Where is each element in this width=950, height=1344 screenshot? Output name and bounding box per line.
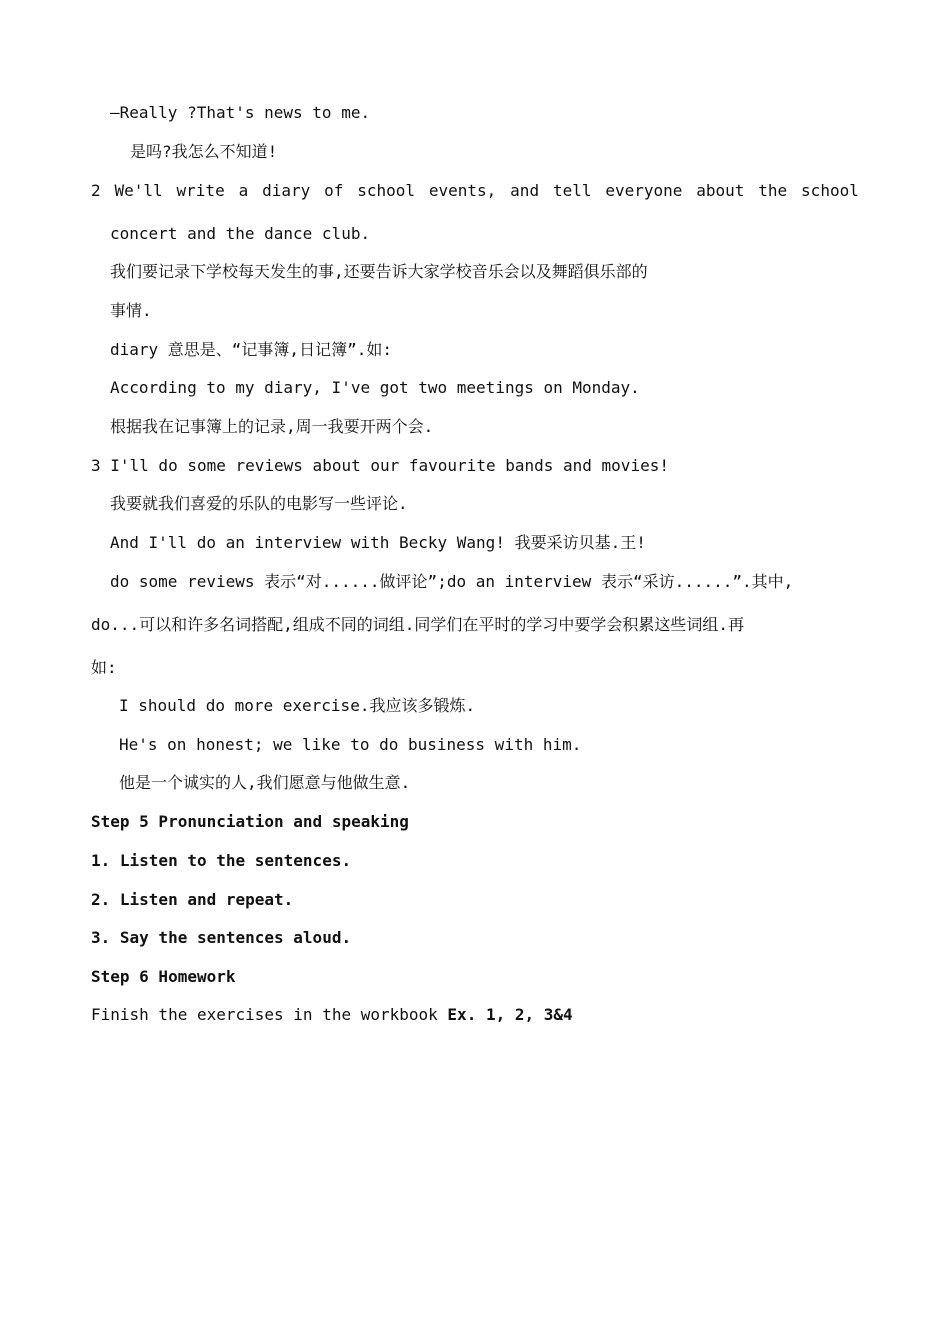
item-2-translation-cont: 事情. [110, 301, 152, 320]
diary-meaning: diary 意思是、“记事簿,日记簿”.如: [110, 340, 392, 359]
item-2-word: We'll [114, 181, 163, 200]
step-5-heading: Step 5 Pronunciation and speaking [91, 812, 409, 831]
item-2-sentence-cont: concert and the dance club. [110, 224, 371, 243]
do-phrase-explanation: do some reviews 表示“对......做评论”;do an interview 表示“采访......”.其中, [110, 572, 794, 591]
dialog-line-reply: —Really ?That's news to me. [110, 103, 371, 122]
step-5-item-2: 2. Listen and repeat. [91, 890, 294, 909]
item-2-word: school [357, 181, 416, 200]
item-2-word: and [510, 181, 540, 200]
item-2-word: a [238, 181, 249, 200]
diary-example-translation: 根据我在记事簿上的记录,周一我要开两个会. [110, 417, 434, 436]
item-3-interview-sentence: And I'll do an interview with Becky Wang! 我要采访贝基.王! [110, 533, 646, 552]
homework-exercises: Ex. 1, 2, 3&4 [447, 1005, 573, 1024]
item-2-word: write [176, 181, 225, 200]
item-2-word: the [758, 181, 788, 200]
item-2-word: of [324, 181, 344, 200]
step-5-item-1: 1. Listen to the sentences. [91, 851, 352, 870]
homework-line [91, 1005, 573, 1025]
item-2-word: diary [262, 181, 311, 200]
step-5-item-3: 3. Say the sentences aloud. [91, 928, 352, 947]
do-phrase-explanation-cont: do...可以和许多名词搭配,组成不同的词组.同学们在平时的学习中要学会积累这些词组.再 [91, 615, 745, 634]
item-3-sentence: 3 I'll do some reviews about our favourite bands and movies! [91, 456, 669, 475]
diary-example: According to my diary, I've got two meetings on Monday. [110, 378, 640, 397]
item-2-word: events, [428, 181, 497, 200]
homework-text: Finish the exercises in the workbook [91, 1005, 448, 1024]
dialog-line-translation: 是吗?我怎么不知道! [130, 142, 278, 161]
do-phrase-explanation-end: 如: [91, 658, 117, 677]
item-2-word: everyone [605, 181, 683, 200]
item-2-word: school [801, 181, 859, 200]
step-6-heading: Step 6 Homework [91, 967, 236, 986]
item-2-word: tell [552, 181, 592, 200]
example-exercise: I should do more exercise.我应该多锻炼. [119, 696, 476, 715]
item-2-translation: 我们要记录下学校每天发生的事,还要告诉大家学校音乐会以及舞蹈俱乐部的 [110, 262, 648, 281]
item-2-word: about [696, 181, 745, 200]
example-business-translation: 他是一个诚实的人,我们愿意与他做生意. [119, 773, 411, 792]
item-3-translation: 我要就我们喜爱的乐队的电影写一些评论. [110, 494, 408, 513]
example-business: He's on honest; we like to do business with him. [119, 735, 582, 754]
item-2-sentence [91, 181, 859, 201]
item-2-word: 2 [91, 181, 101, 200]
